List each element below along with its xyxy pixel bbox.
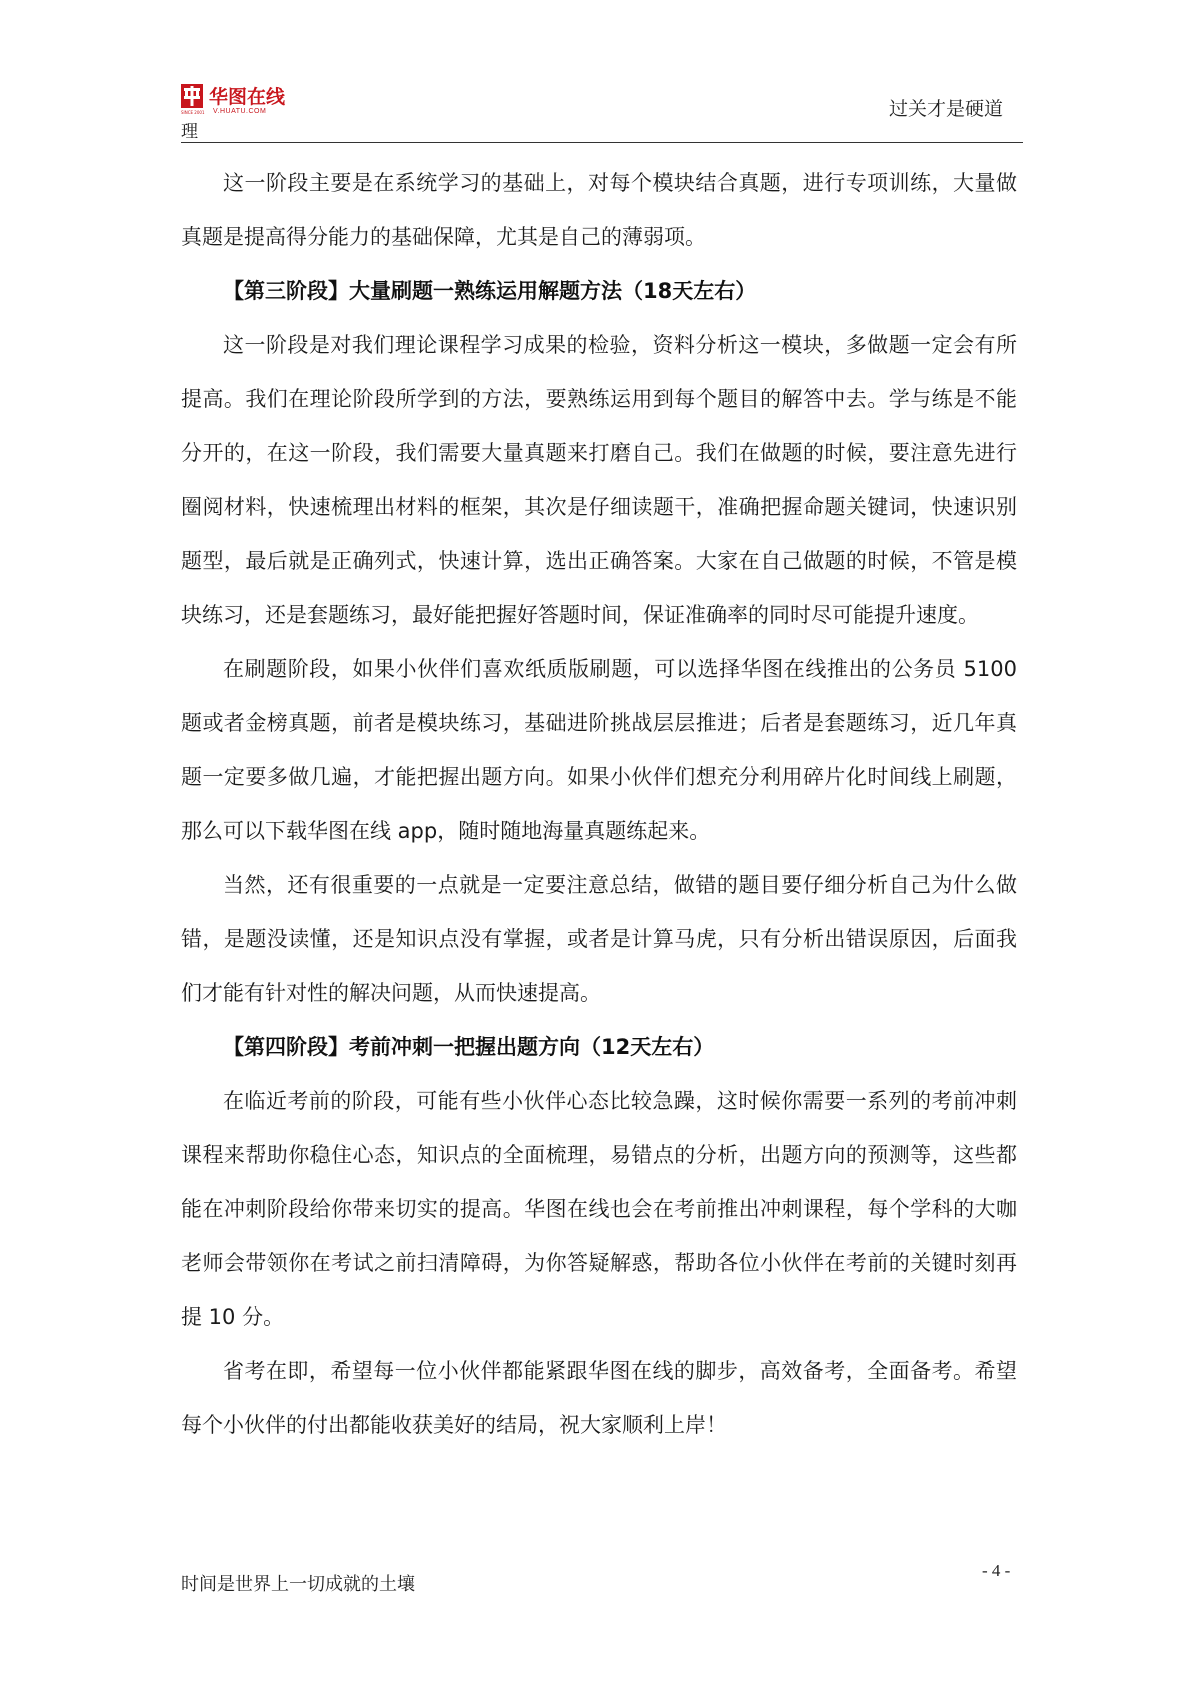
document-body bbox=[181, 156, 1017, 1452]
logo-since-text: SINCE 2001 bbox=[181, 110, 205, 115]
logo-brand-text: 华图在线 bbox=[209, 86, 286, 108]
huatu-logo-icon bbox=[181, 84, 203, 108]
page-number: - 4 - bbox=[982, 1561, 1011, 1580]
huatu-logo bbox=[181, 84, 321, 118]
logo-url-text: V.HUATU.COM bbox=[213, 108, 267, 115]
paragraph-6: 省考在即，希望每一位小伙伴都能紧跟华图在线的脚步，高效备考，全面备考。希望每个小伙伴的付出都能收获美好的结局，祝大家顺利上岸！ bbox=[181, 1359, 1017, 1437]
paragraph-4: 当然，还有很重要的一点就是一定要注意总结，做错的题目要仔细分析自己为什么做错，是题没读懂，还是知识点没有掌握，或者是计算马虎，只有分析出错误原因，后面我们才能有针对性的解决问题，从而快速提高。 bbox=[181, 873, 1017, 1005]
header-left-char: 理 bbox=[181, 122, 198, 142]
page-header bbox=[181, 80, 1023, 143]
section-heading-stage-3: 【第三阶段】大量刷题一熟练运用解题方法（18天左右） bbox=[223, 279, 757, 303]
paragraph-5: 在临近考前的阶段，可能有些小伙伴心态比较急躁，这时候你需要一系列的考前冲刺课程来帮助你稳住心态，知识点的全面梳理，易错点的分析，出题方向的预测等，这些都能在冲刺阶段给你带来切实的提高。华图在线也会在考前推出冲刺课程，每个学科的大咖老师会带领你在考试之前扫清障碍，为你答疑解惑，帮助各位小伙伴在考前的关键时刻再提 10 分。 bbox=[181, 1089, 1017, 1329]
section-heading-stage-4: 【第四阶段】考前冲刺一把握出题方向（12天左右） bbox=[223, 1035, 715, 1059]
footer-motto: 时间是世界上一切成就的土壤 bbox=[181, 1574, 415, 1595]
paragraph-3: 在刷题阶段，如果小伙伴们喜欢纸质版刷题，可以选择华图在线推出的公务员 5100 题或者金榜真题，前者是模块练习，基础进阶挑战层层推进；后者是套题练习，近几年真题一定要多做几遍，才能把握出题方向。如果小伙伴们想充分利用碎片化时间线上刷题，那么可以下载华图在线 app，随时随地海量真题练起来。 bbox=[181, 657, 1017, 843]
paragraph-1: 这一阶段主要是在系统学习的基础上，对每个模块结合真题，进行专项训练，大量做真题是提高得分能力的基础保障，尤其是自己的薄弱项。 bbox=[181, 171, 1017, 249]
header-slogan: 过关才是硬道 bbox=[888, 98, 1003, 120]
paragraph-2: 这一阶段是对我们理论课程学习成果的检验，资料分析这一模块，多做题一定会有所提高。我们在理论阶段所学到的方法，要熟练运用到每个题目的解答中去。学与练是不能分开的，在这一阶段，我们需要大量真题来打磨自己。我们在做题的时候，要注意先进行圈阅材料，快速梳理出材料的框架，其次是仔细读题干，准确把握命题关键词，快速识别题型，最后就是正确列式，快速计算，选出正确答案。大家在自己做题的时候，不管是模块练习，还是套题练习，最好能把握好答题时间，保证准确率的同时尽可能提升速度。 bbox=[181, 333, 1017, 627]
